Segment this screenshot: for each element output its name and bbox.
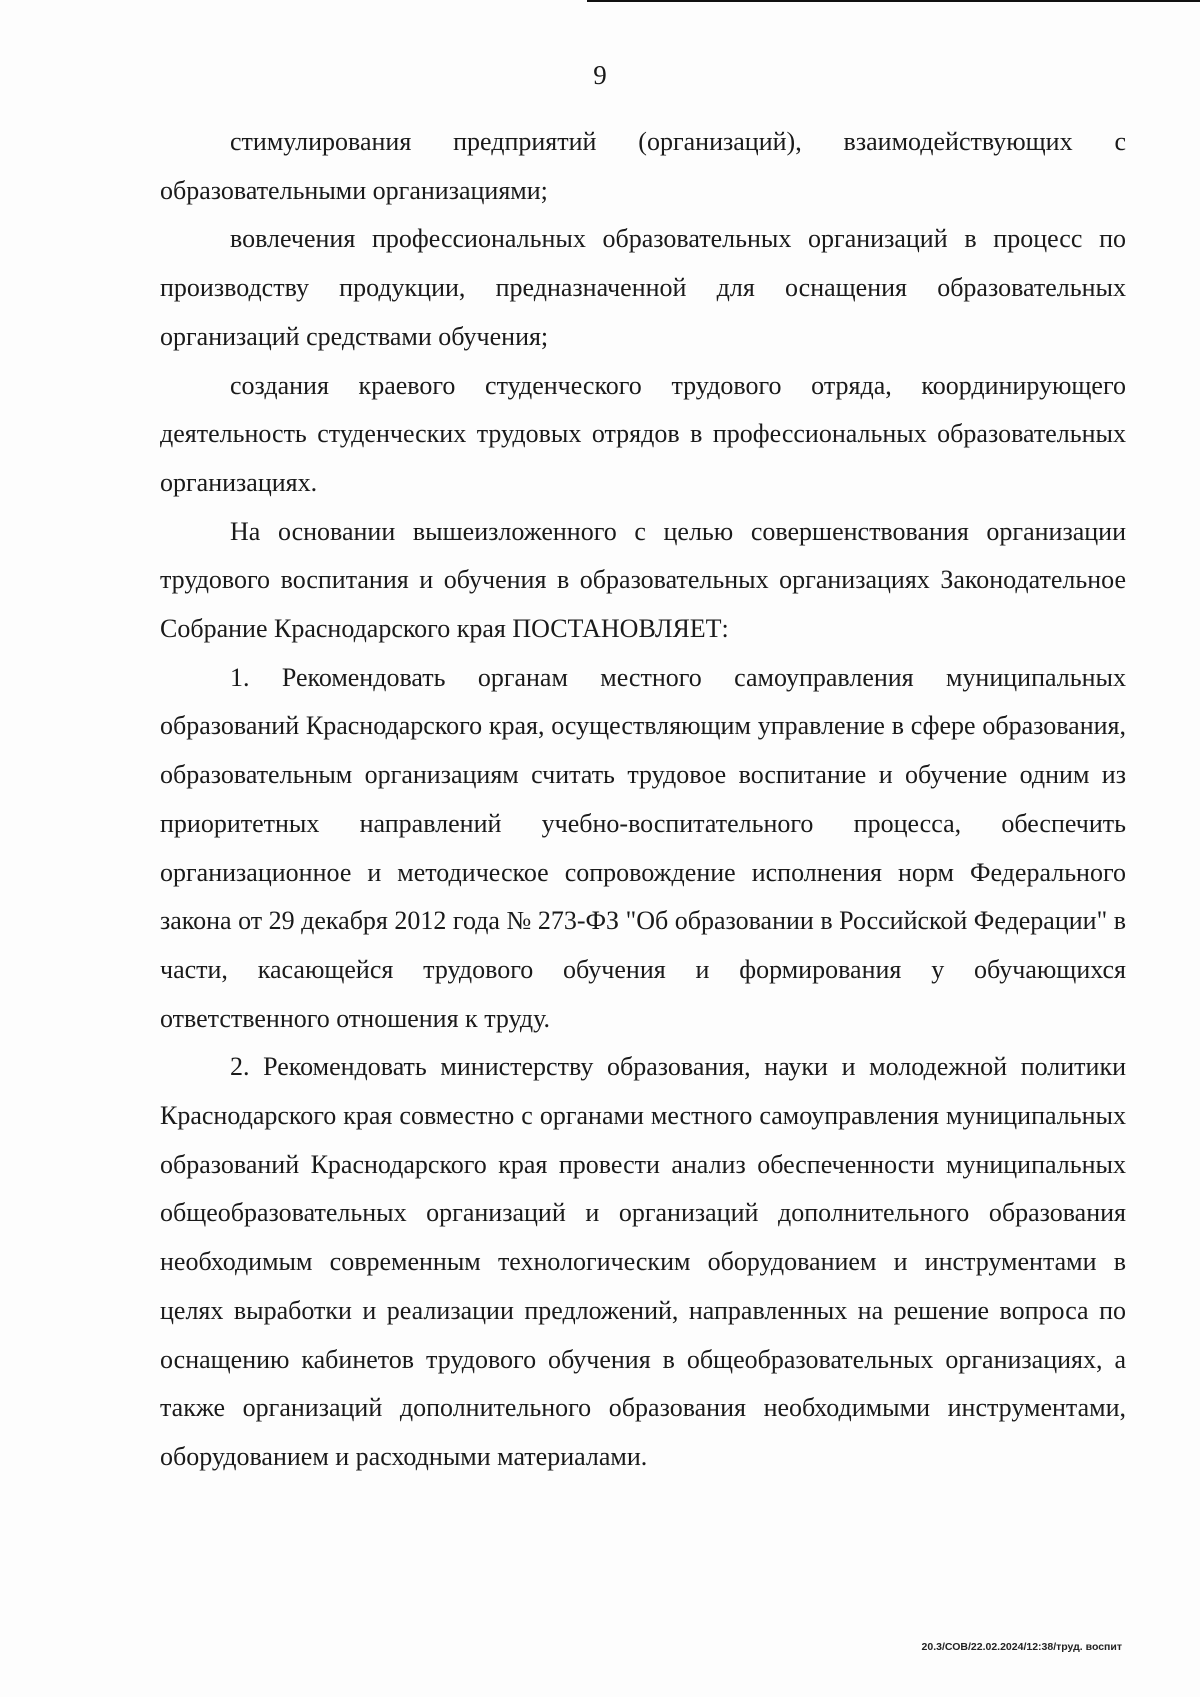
paragraph-item-1: 1. Рекомендовать органам местного самоуправления муниципальных образований Краснодарского края, осуществляющим управление в сфере образования, образовательным организациям считать трудовое воспитание и обучение одним из приоритетных направлений учебно-воспитательного процесса, обеспечить организационное и методическое сопровождение исполнения норм Федерального закона от 29 декабря 2012 года № 273-ФЗ "Об образовании в Российской Федерации" в части, касающейся трудового обучения и формирования у обучающихся ответственного отношения к труду. [160, 662, 1126, 1033]
paragraph-stimulation: стимулирования предприятий (организаций), взаимодействующих с образовательными организациями; [160, 127, 1126, 205]
paragraph-resolution-preamble: На основании вышеизложенного с целью совершенствования организации трудового воспитания и обучения в образовательных организациях Законодательное Собрание Краснодарского края ПОСТАНОВЛЯЕТ: [160, 516, 1126, 644]
scan-top-edge [587, 0, 1200, 2]
page-number: 9 [593, 60, 607, 90]
paragraph-involvement: вовлечения профессиональных образовательных организаций в процесс по производству продукции, предназначенной для оснащения образовательных организаций средствами обучения; [160, 224, 1126, 351]
paragraph-item-2: 2. Рекомендовать министерству образования, науки и молодежной политики Краснодарского края совместно с органами местного самоуправления муниципальных образований Краснодарского края провести анализ обеспеченности муниципальных общеобразовательных организаций и организаций дополнительного образования необходимым современным технологическим оборудованием и инструментами в целях выработки и реализации предложений, направленных на решение вопроса по оснащению кабинетов трудового обучения в общеобразовательных организациях, а также организаций дополнительного образования необходимыми инструментами, оборудованием и расходными материалами. [160, 1052, 1126, 1471]
paragraph-student-brigade: создания краевого студенческого трудового отряда, координирующего деятельность студенческих трудовых отрядов в профессиональных образовательных организациях. [160, 370, 1126, 497]
document-footer-code: 20.3/СОВ/22.02.2024/12:38/труд. воспит [921, 1641, 1122, 1653]
document-body [160, 118, 1126, 1482]
